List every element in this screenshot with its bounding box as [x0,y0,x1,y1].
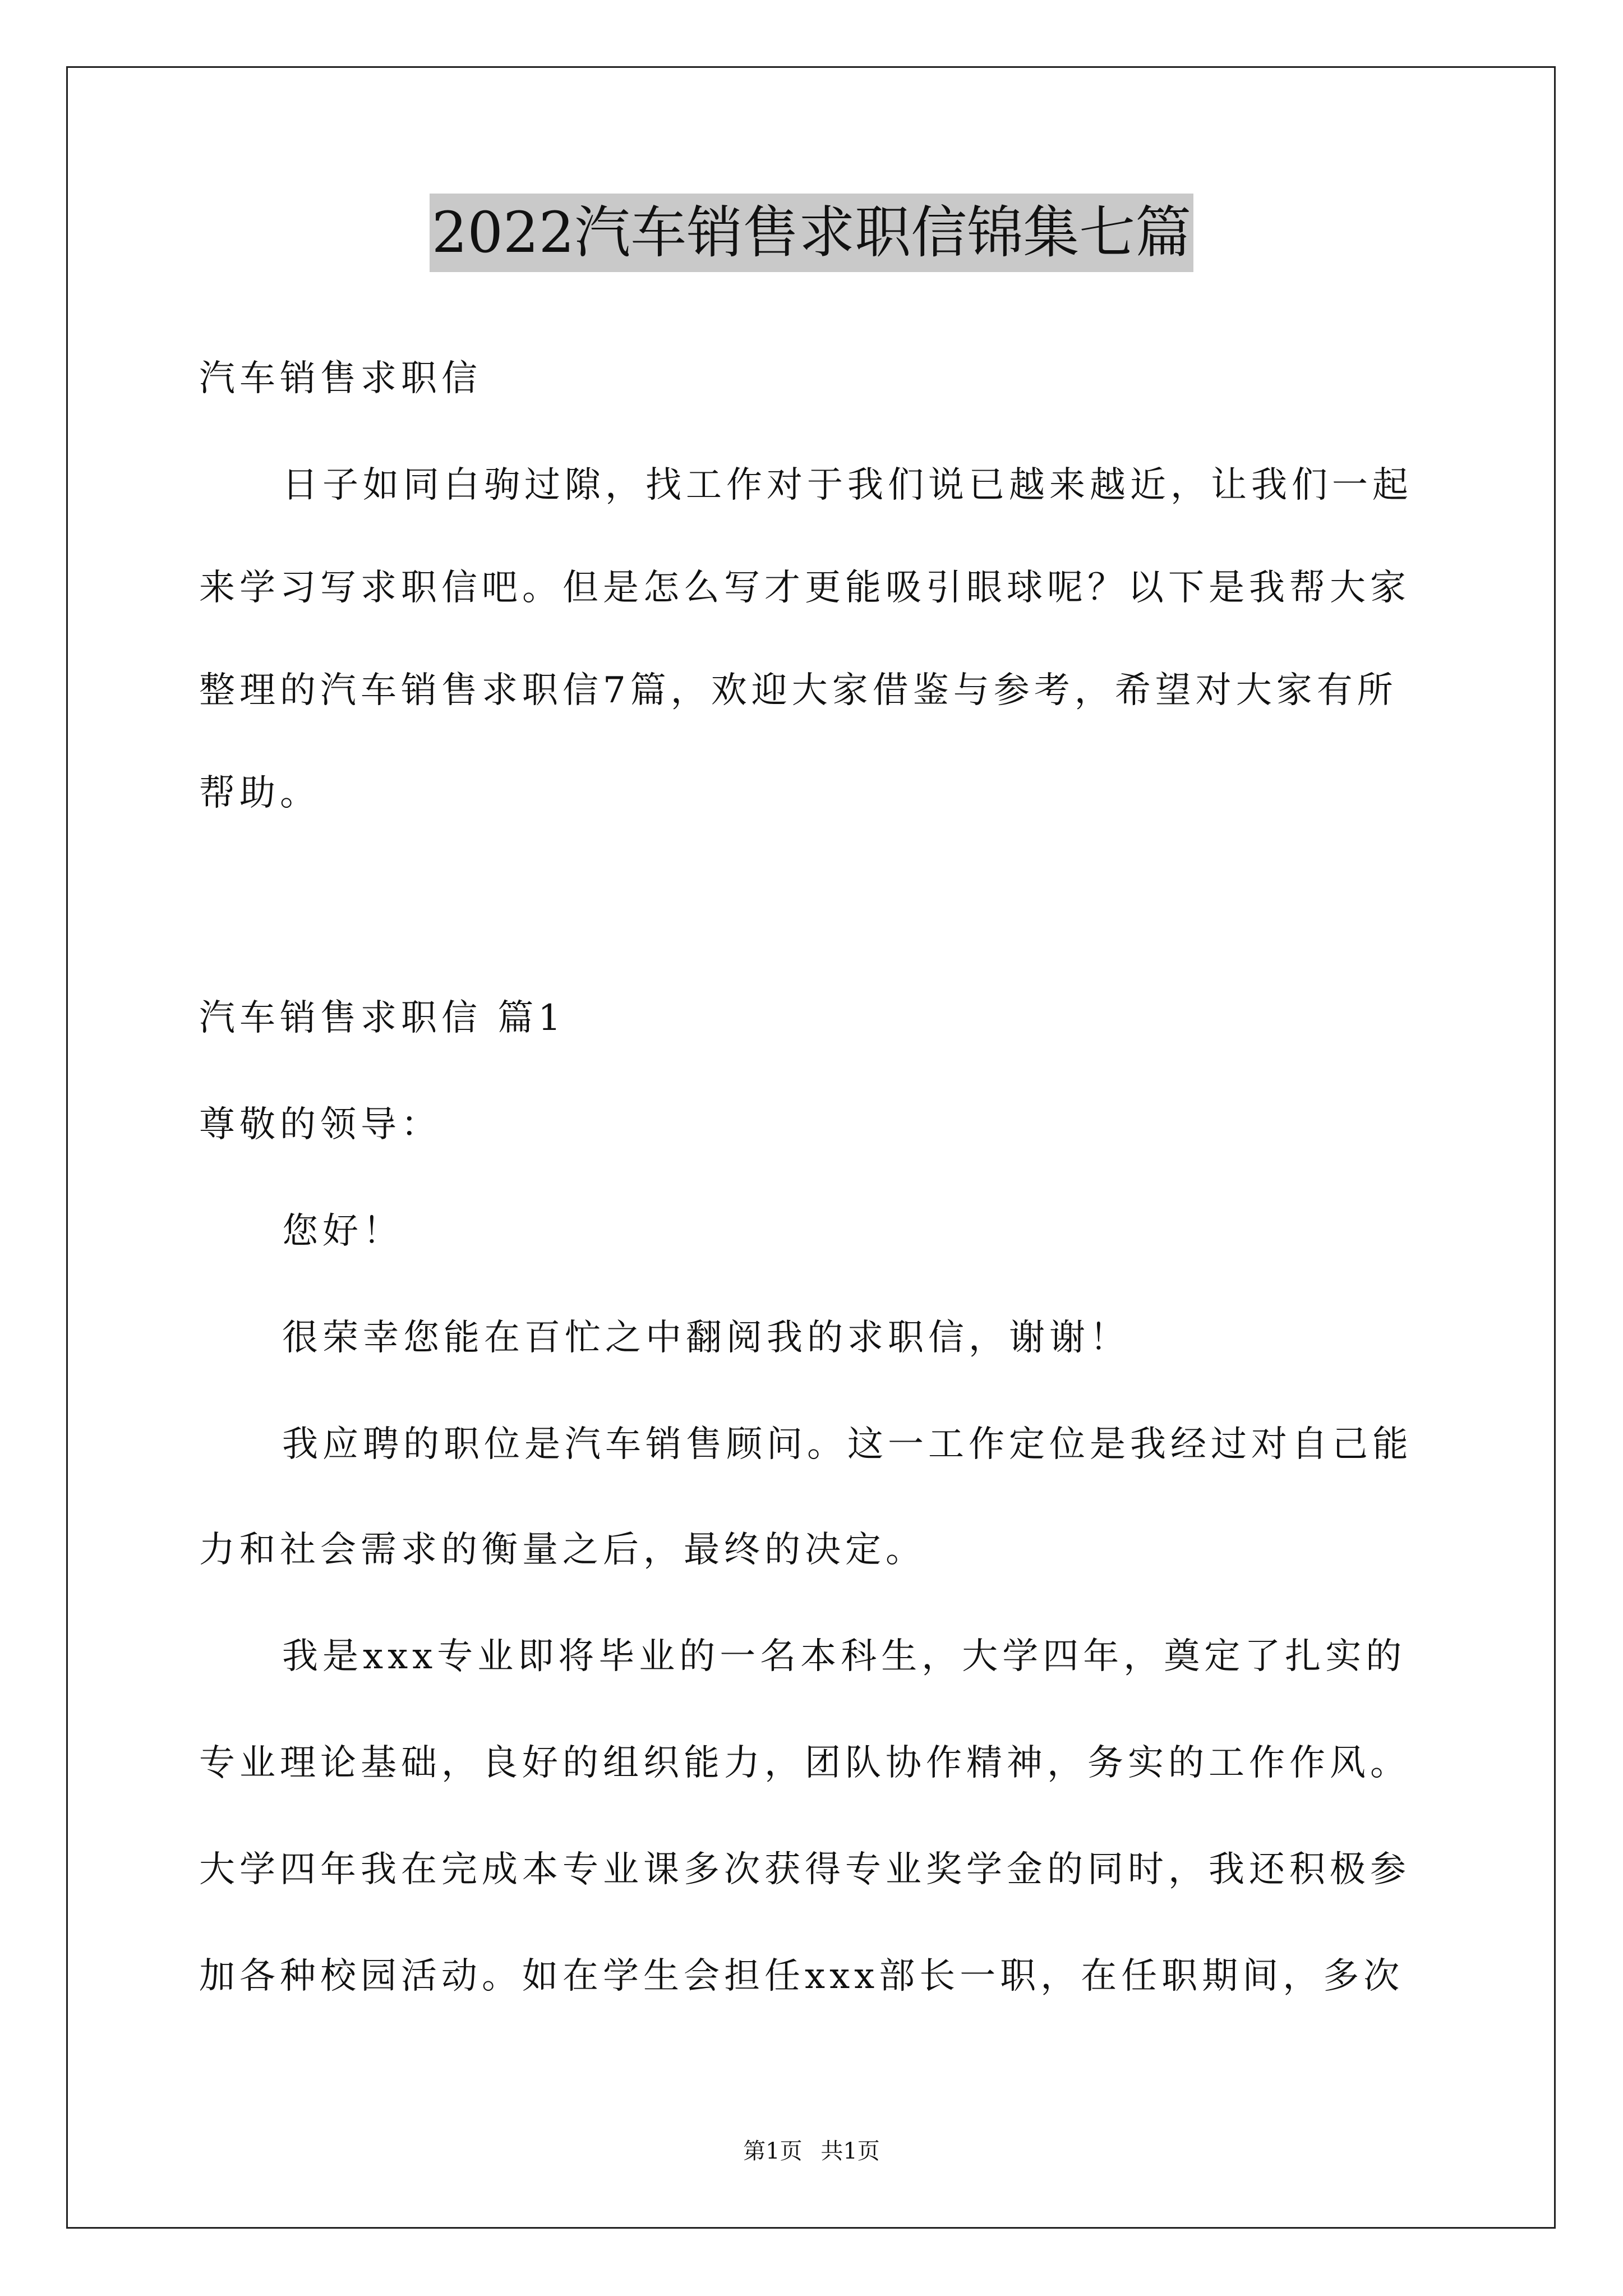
letter-heading: 汽车销售求职信 篇1 [199,997,566,1039]
body-paragraph-line: 力和社会需求的衡量之后，最终的决定。 [199,1529,926,1571]
body-paragraph-line: 加各种校园活动。如在学生会担任xxx部长一职，在任职期间，多次 [199,1955,1404,1997]
body-paragraph-line: 我是xxx专业即将毕业的一名本科生，大学四年，奠定了扎实的 [282,1636,1407,1677]
salutation: 尊敬的领导： [199,1104,441,1145]
greeting: 您好！ [282,1211,403,1252]
page-footer [0,2134,1623,2168]
section-heading: 汽车销售求职信 [199,358,482,399]
intro-paragraph-line: 来学习写求职信吧。但是怎么写才更能吸引眼球呢？以下是我帮大家 [199,567,1410,609]
page-number: 第1页 [743,2138,803,2164]
page-total: 共1页 [820,2138,880,2164]
intro-paragraph-line: 日子如同白驹过隙，找工作对于我们说已越来越近，让我们一起 [282,464,1413,506]
body-paragraph-line: 我应聘的职位是汽车销售顾问。这一工作定位是我经过对自己能 [282,1424,1413,1465]
title-container [0,194,1623,272]
body-paragraph-line: 大学四年我在完成本专业课多次获得专业奖学金的同时，我还积极参 [199,1849,1410,1890]
intro-paragraph-line: 帮助。 [199,772,320,814]
document-title: 2022汽车销售求职信锦集七篇 [430,194,1194,272]
body-paragraph-line: 很荣幸您能在百忙之中翻阅我的求职信，谢谢！ [282,1317,1130,1359]
body-paragraph-line: 专业理论基础，良好的组织能力，团队协作精神，务实的工作作风。 [199,1742,1410,1784]
intro-paragraph-line: 整理的汽车销售求职信7篇，欢迎大家借鉴与参考，希望对大家有所 [199,670,1398,711]
